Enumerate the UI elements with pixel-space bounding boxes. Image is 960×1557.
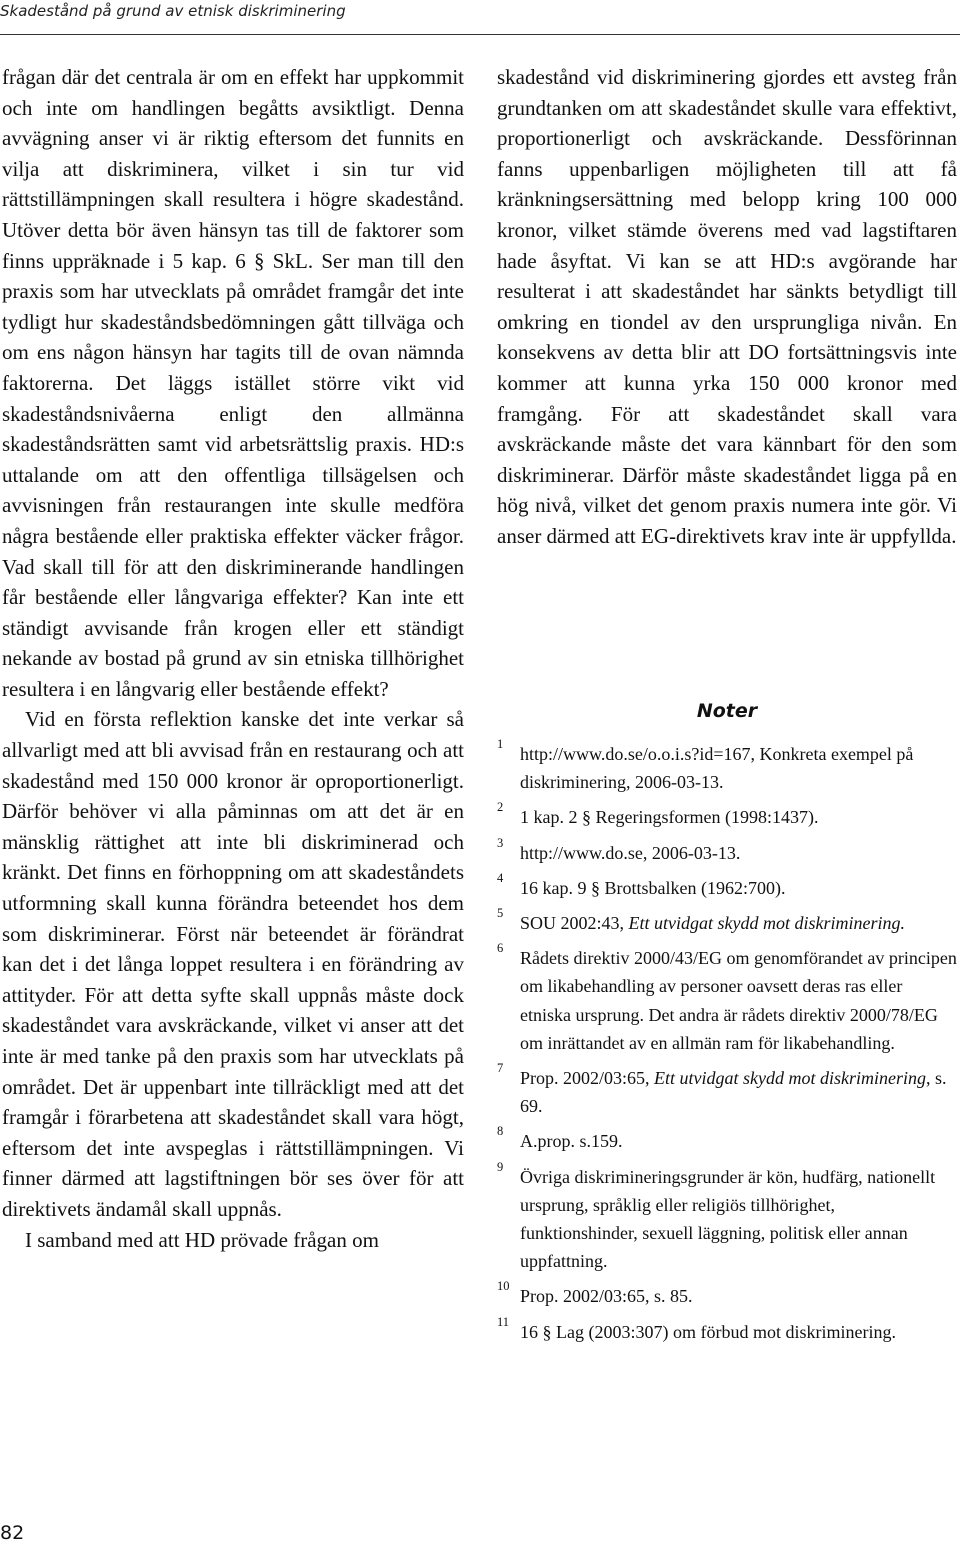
- note-2: [497, 800, 957, 831]
- note-number: 9: [497, 1159, 504, 1174]
- left-paragraph-1: frågan där det centrala är om en effekt har uppkommit och inte om handlingen begåtts avsiktligt. Denna avvägning anser vi är riktig eftersom det funnits en vilja att diskriminera, vilket i sin tur vid rättstillämpningen skall resultera i högre skadestånd. Utöver detta bör även hänsyn tas till de faktorer som finns uppräknade i 5 kap. 6 § SkL. Ser man till den praxis som har utvecklats på området framgår det inte tydligt hur skadeståndsbedömningen gått tillväga och om ens någon hänsyn har tagits till de ovan nämnda faktorerna. Det läggs istället större vikt vid skadeståndsnivåerna enligt den allmänna skadeståndsrätten samt vid arbetsrättslig praxis. HD:s uttalande om att den offentliga tillsägelsen och avvisningen från restaurangen inte skulle medföra några bestående eller praktiska effekter väcker frågor. Vad skall till för att den diskriminerande handlingen får bestående eller långvariga effekter? Kan inte ett ständigt avvisande från krogen eller ett ständigt nekande av bostad på grund av sin etniska tillhörighet resultera i en långvarig eller bestående effekt?: [2, 65, 464, 701]
- note-text: http://www.do.se, 2006-03-13.: [520, 842, 741, 863]
- note-text: 16 kap. 9 § Brottsbalken (1962:700).: [520, 877, 786, 898]
- note-text-part: Prop. 2002/03:65,: [520, 1068, 655, 1089]
- note-text: [520, 909, 957, 937]
- note-6: [497, 941, 957, 1057]
- note-5: [497, 906, 957, 937]
- note-number: 4: [497, 870, 504, 885]
- note-text: 16 § Lag (2003:307) om förbud mot diskriminering.: [520, 1321, 896, 1342]
- note-3: [497, 835, 957, 867]
- right-paragraph-1: skadestånd vid diskriminering gjordes ett avsteg från grundtanken om att skadeståndet skulle vara effektivt, proportionerligt och avskräckande. Dessförinnan fanns uppenbarligen möjligheten till att få kränkningsersättning med belopp kring 100 000 kronor, vilket stämde överens med vad lagstiftaren hade åsyftat. Vi kan se att HD:s avgörande har resulterat i att skadeståndet har sänkts betydligt till omkring en tiondel av den ursprungliga nivån. En konsekvens av detta blir att DO fortsättningsvis inte kommer att kunna yrka 150 000 kronor med framgång. För att skadeståndet skall vara avskräckande måste det vara kännbart för den som diskriminerar. Därför måste skadeståndet ligga på en hög nivå, vilket det genom praxis numera inte gör. Vi anser därmed att EG-direktivets krav inte är uppfyllda.: [497, 65, 957, 548]
- note-text: [520, 1064, 957, 1120]
- right-column: [497, 62, 957, 552]
- header-rule: [0, 34, 960, 35]
- note-8: [497, 1124, 957, 1155]
- note-number: 8: [497, 1124, 504, 1139]
- note-number: 7: [497, 1061, 504, 1076]
- note-number: 6: [497, 941, 504, 956]
- note-number: 1: [497, 737, 504, 751]
- note-number: 5: [497, 906, 504, 921]
- note-text: Prop. 2002/03:65, s. 85.: [520, 1286, 693, 1307]
- note-number: 10: [497, 1279, 510, 1294]
- note-9: [497, 1159, 957, 1276]
- note-11: [497, 1314, 957, 1346]
- notes-list: [497, 737, 957, 1353]
- note-text: 1 kap. 2 § Regeringsformen (1998:1437).: [520, 807, 819, 828]
- note-text: Rådets direktiv 2000/43/EG om genomförandet av principen om likabehandling av personer oavsett deras ras eller etniska ursprung. Det andra är rådets direktiv 2000/78/EG om inrättandet av en allmän ram för likabehandling.: [520, 948, 957, 1053]
- note-number: 3: [497, 835, 504, 850]
- note-number: 2: [497, 800, 504, 815]
- notes-heading: Noter: [696, 700, 758, 722]
- note-text-part: , s. 69.: [520, 1068, 947, 1117]
- note-number: 11: [497, 1314, 510, 1329]
- note-text-part: SOU 2002:43,: [520, 913, 629, 934]
- left-paragraph-3: I samband med att HD prövade frågan om: [25, 1227, 379, 1252]
- page-number: 82: [0, 1522, 25, 1544]
- note-title: Ett utvidgat skydd mot diskriminering.: [628, 913, 905, 934]
- note-text: http://www.do.se/o.o.i.s?id=167, Konkreta exempel på diskriminering, 2006-03-13.: [520, 744, 914, 793]
- note-text: A.prop. s.159.: [520, 1131, 623, 1152]
- note-text: Övriga diskrimineringsgrunder är kön, hudfärg, nationellt ursprung, språklig eller religiös tillhörighet, funktionshinder, sexuell läggning, politisk eller annan uppfattning.: [520, 1166, 936, 1272]
- note-7: [497, 1061, 957, 1120]
- note-4: [497, 870, 957, 902]
- left-column: [2, 62, 464, 1255]
- note-1: [497, 737, 957, 796]
- left-paragraph-2: Vid en första reflektion kanske det inte verkar så allvarligt med att bli avvisad från en restaurang och att skadestånd med 150 000 kronor är oproportionerligt. Därför behöver vi alla påminnas om att det är en mänsklig rättighet att inte bli diskriminerad och kränkt. Det finns en förhoppning om att skadeståndets utformning skall kunna förändra beteendet hos dem som diskriminerar. Först när beteendet är förändrat kan det i det långa loppet resultera i en förändring av attityder. För att detta syfte skall uppnås måste dock skadeståndet vara avskräckande, vilket vi anser att det inte är med tanke på den praxis som har utvecklats på området. Det är uppenbart inte tillräckligt med att det framgår i förarbetena att skadeståndet skall vara högt, eftersom det inte avspeglas i rättstillämpningen. Vi finner därmed att lagstiftningen bör ses över för att direktivets ändamål skall uppnås.: [2, 707, 464, 1221]
- note-10: [497, 1279, 957, 1310]
- note-title: Ett utvidgat skydd mot diskriminering: [654, 1068, 926, 1089]
- running-title: Skadestånd på grund av etnisk diskriminering: [0, 2, 346, 20]
